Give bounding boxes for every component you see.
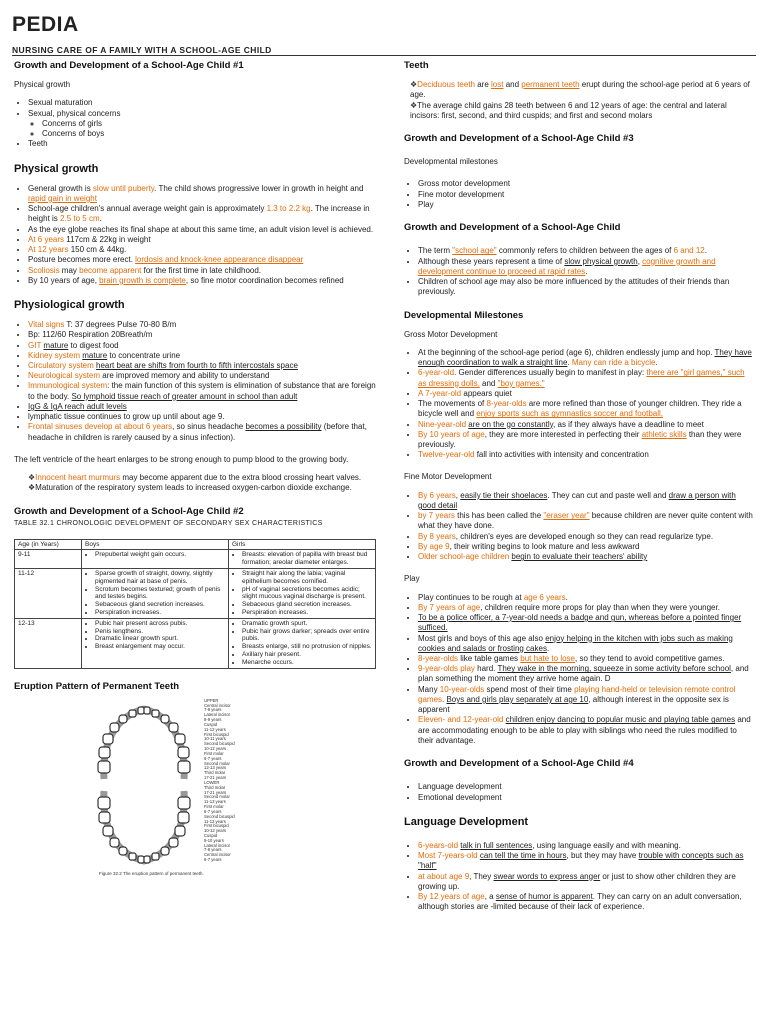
play-label: Play <box>404 574 420 584</box>
table-cell: • Pubic hair present across pubis. • Penis lengthens. • Dramatic linear growth spurt. • Breast enlargement may occur. <box>82 618 229 668</box>
dev-milestones-label: Developmental milestones <box>404 157 498 167</box>
list-item: • As the eye globe reaches its final shape at about this same time, an adult vision level is achieved. <box>28 225 376 235</box>
play-list <box>404 593 754 747</box>
list-item: • by 7 years this has been called the "eraser year" because children are never quite content with what they have done. <box>418 511 754 531</box>
table-cell: 12-13 <box>15 618 82 668</box>
list-item: • Twelve-year-old fall into activities with intensity and concentration <box>418 450 754 460</box>
list-item: • Vital signs T: 37 degrees Pulse 70-80 B/m <box>28 320 376 330</box>
list-item: • Sexual maturation <box>28 98 376 108</box>
list-item: ❖ Innocent heart murmurs may become apparent due to the extra blood crossing heart valves. <box>28 473 376 483</box>
devmil-heading: Developmental Milestones <box>404 309 524 321</box>
sex-characteristics-table <box>14 539 376 669</box>
list-item: • Play <box>418 200 754 210</box>
left-column <box>14 60 376 879</box>
physiological-list <box>14 320 376 443</box>
teeth-labels: UPPER Central incisor 7-8 years Lateral incisor 8-9 years Cuspid 11-12 years First bicuspid 10-11 years Second bicuspid 10-12 years First molar 6-7 years Second molar 12-13 years Third molar 17-21 years LOWER Third molar 17-21 years Second molar 11-13 years First molar 6-7 years Second bicuspid 11-12 years First bicuspid 10-12 years Cuspid 9-10 years Lateral incisor 7-8 years Central incisor 6-7 years <box>204 697 235 863</box>
list-item: • By 6 years, easily tie their shoelaces. They can cut and paste well and draw a person with good detail <box>418 491 754 511</box>
physical-growth-list <box>14 184 376 286</box>
list-item: • Bp: 112/60 Respiration 20Breath/m <box>28 330 376 340</box>
list-item: • 6-years-old talk in full sentences, using language easily and with meaning. <box>418 841 754 851</box>
table-cell: • Sparse growth of straight, downy, slightly pigmented hair at base of penis. • Scrotum becomes textured; growth of penis and testes begins. • Sebaceous gland secretion increases. • Perspiration increases. <box>82 569 229 619</box>
table-cell: • Prepubertal weight gain occurs. <box>82 550 229 569</box>
list-item: ❖ Deciduous teeth are lost and permanent teeth erupt during the school-age period at 6 years of age. <box>410 80 754 100</box>
school-age-list <box>404 246 754 297</box>
list-item: • IgG & IgA reach adult levels <box>28 402 376 412</box>
physical-growth-label: Physical growth <box>14 80 71 90</box>
language-heading: Language Development <box>404 815 529 828</box>
header-rule <box>12 55 756 56</box>
list-item: • The movements of 8-year-olds are more refined than those of younger children. They ride a bicycle well and enjoy sports such as gymnastics soccer and football, <box>418 399 754 419</box>
list-item: • Posture becomes more erect. lordosis and knock-knee appearance disappear <box>28 255 376 265</box>
list-item: • Frontal sinuses develop at about 6 years, so sinus headache becomes a possibility (before that, headache in children is rarely caused by a sinus infection). <box>28 422 376 442</box>
list-item: ◦ Concerns of girls <box>42 119 376 129</box>
list-item: • Eleven- and 12-year-old children enjoy dancing to popular music and playing table games and are accommodating enough to be able to play with siblings who need the rules modified to their advantage. <box>418 715 754 746</box>
list-item: • 9-year-olds play hard. They wake in the morning, squeeze in some activity before school, and plan something the moment they arrive home again. D <box>418 664 754 684</box>
table-cell: • Breasts: elevation of papilla with breast bud formation; areolar diameter enlarges. <box>229 550 376 569</box>
list-item: • Play continues to be rough at age 6 years. <box>418 593 754 603</box>
eruption-heading: Eruption Pattern of Permanent Teeth <box>14 680 180 692</box>
list-item: • Most girls and boys of this age also enjoy helping in the kitchen with jobs such as making cookies and salads or frosting cakes. <box>418 634 754 654</box>
list-item: • At the beginning of the school-age period (age 6), children endlessly jump and hop. They have enough coordination to walk a straight line. Many can ride a bicycle. <box>418 348 754 368</box>
list-item: • Language development <box>418 782 754 792</box>
table-cell: • Straight hair along the labia; vaginal epithelium becomes cornified. • pH of vaginal secretions becomes acidic; slight mucous vaginal discharge is present. • Sebaceous gland secretion increases. • Perspiration increases. <box>229 569 376 619</box>
list-item: • 6-year-old. Gender differences usually begin to manifest in play: there are "girl games," such as dressing dolls, and "boy games." <box>418 368 754 388</box>
teeth-list <box>404 80 754 121</box>
list-item: • Scoliosis may become apparent for the first time in late childhood. <box>28 266 376 276</box>
list-item: • Fine motor development <box>418 190 754 200</box>
right-column <box>404 60 754 912</box>
gd4-heading: Growth and Development of a School-Age Child #4 <box>404 758 634 770</box>
gd1-heading: Growth and Development of a School-Age Child #1 <box>14 60 244 71</box>
list-item: • Gross motor development <box>418 179 754 189</box>
document-header <box>12 12 272 56</box>
list-item: • At 12 years 150 cm & 44kg. <box>28 245 376 255</box>
table-row <box>15 550 376 569</box>
list-item: • lymphatic tissue continues to grow up until about age 9. <box>28 412 376 422</box>
column-header: Girls <box>229 539 376 550</box>
list-item: • By 10 years of age, they are more interested in perfecting their athletic skills than they were previously. <box>418 430 754 450</box>
dental-arch-diagram <box>84 699 204 871</box>
list-item: • Older school-age children begin to evaluate their teachers' ability <box>418 552 754 562</box>
fine-motor-label: Fine Motor Development <box>404 472 492 482</box>
column-header: Age (in Years) <box>15 539 82 550</box>
table-header-row <box>15 539 376 550</box>
list-item: • At 6 years 117cm & 22kg in weight <box>28 235 376 245</box>
gd-heading: Growth and Development of a School-Age Child <box>404 222 621 234</box>
list-item: • Most 7-years-old can tell the time in hours, but they may have trouble with concepts such as "half" <box>418 851 754 871</box>
fine-motor-list <box>404 491 754 563</box>
table-cell: 9-11 <box>15 550 82 569</box>
list-item: • By 7 years of age, children require more props for play than when they were younger. <box>418 603 754 613</box>
list-item: • By 12 years of age, a sense of humor is apparent. They can carry on an adult conversation, although stories are -limited because of their lack of experience. <box>418 892 754 912</box>
gross-motor-list <box>404 348 754 461</box>
table-caption: TABLE 32.1 CHRONOLOGIC DEVELOPMENT OF SECONDARY SEX CHARACTERISTICS <box>14 519 323 527</box>
list-item: • By 10 years of age, brain growth is complete, so fine motor coordination becomes refined <box>28 276 376 286</box>
list-item: • Children of school age may also be more influenced by the attitudes of their friends than previously. <box>418 277 754 297</box>
gross-motor-label: Gross Motor Development <box>404 329 498 339</box>
table-row <box>15 569 376 619</box>
list-item: • Neurological system are improved memory and ability to understand <box>28 371 376 381</box>
teeth-heading: Teeth <box>404 60 429 71</box>
physiological-growth-heading: Physiological growth <box>14 298 125 311</box>
list-item: • Emotional development <box>418 793 754 803</box>
list-item: • Circulatory system heart beat are shifts from fourth to fifth intercostals space <box>28 361 376 371</box>
column-header: Boys <box>82 539 229 550</box>
gd3-heading: Growth and Development of a School-Age Child #3 <box>404 133 634 145</box>
physical-growth-heading: Physical growth <box>14 162 99 175</box>
list-item: • 8-year-olds like table games but hate to lose, so they tend to avoid competitive games. <box>418 654 754 664</box>
language-list <box>404 841 754 913</box>
table-cell: • Dramatic growth spurt. • Pubic hair grows darker; spreads over entire pubis. • Breasts enlarge, still no protrusion of nipples. • Axillary hair present. • Menarche occurs. <box>229 618 376 668</box>
list-item: • Although these years represent a time of slow physical growth, cognitive growth and development continue to proceed at rapid rates. <box>418 257 754 277</box>
list-item: • Many 10-year-olds spend most of their time playing hand-held or television remote control games. Boys and girls play separately at age 10, although interest in the opposite sex is apparent <box>418 685 754 716</box>
list-item: • at about age 9, They swear words to express anger or just to show other children they are growing up. <box>418 872 754 892</box>
table-cell: 11-12 <box>15 569 82 619</box>
list-item: • Sexual, physical concerns ◦ Concerns of girls ◦ Concerns of boys <box>28 109 376 140</box>
table-row <box>15 618 376 668</box>
list-item: • Kidney system mature to concentrate urine <box>28 351 376 361</box>
list-item: • Teeth <box>28 139 376 149</box>
page-title: PEDIA <box>12 13 79 36</box>
gd2-heading: Growth and Development of a School-Age Child #2 <box>14 505 244 517</box>
outline-list <box>14 98 376 149</box>
list-item: • Immunological system: the main function of this system is elimination of substance that are foreign to the body. So lymphoid tissue reach of greater amount in school than adult <box>28 381 376 401</box>
figure-caption: Figure 32.2 The eruption pattern of permanent teeth. <box>99 870 204 876</box>
teeth-eruption-figure <box>84 699 274 879</box>
list-item: • To be a police officer, a 7-year-old needs a badge and gun, whereas before a pointed finger sufficed. <box>418 613 754 633</box>
heart-paragraph: The left ventricle of the heart enlarges to be strong enough to pump blood to the growing body. <box>14 454 349 464</box>
list-item: • The term "school age" commonly refers to children between the ages of 6 and 12. <box>418 246 754 256</box>
list-item: • By age 9, their writing begins to look mature and less awkward <box>418 542 754 552</box>
list-item: • GIT mature to digest food <box>28 341 376 351</box>
list-item: • General growth is slow until puberty. The child shows progressive lower in growth in height and rapid gain in weight <box>28 184 376 204</box>
list-item: ❖ Maturation of the respiratory system leads to increased oxygen-carbon dioxide exchange. <box>28 483 376 493</box>
list-item: • By 8 years, children's eyes are developed enough so they can read regularize type. <box>418 532 754 542</box>
page-subtitle: NURSING CARE OF A FAMILY WITH A SCHOOL-AGE CHILD <box>12 44 272 55</box>
gd4-list <box>404 782 754 802</box>
list-item: • A 7-year-old appears quiet <box>418 389 754 399</box>
list-item: • School-age children's annual average weight gain is approximately 1.3 to 2.2 kg. The increase in height is 2.5 to 5 cm. <box>28 204 376 224</box>
milestones-list <box>404 179 754 210</box>
list-item: ◦ Concerns of boys <box>42 129 376 139</box>
list-item: ❖ The average child gains 28 teeth between 6 and 12 years of age: the central and lateral incisors: first, second, and third cuspids; and first and second molars <box>410 101 754 121</box>
list-item: • Nine-year-old are on the go constantly, as if they always have a deadline to meet <box>418 420 754 430</box>
heart-list <box>14 473 376 493</box>
